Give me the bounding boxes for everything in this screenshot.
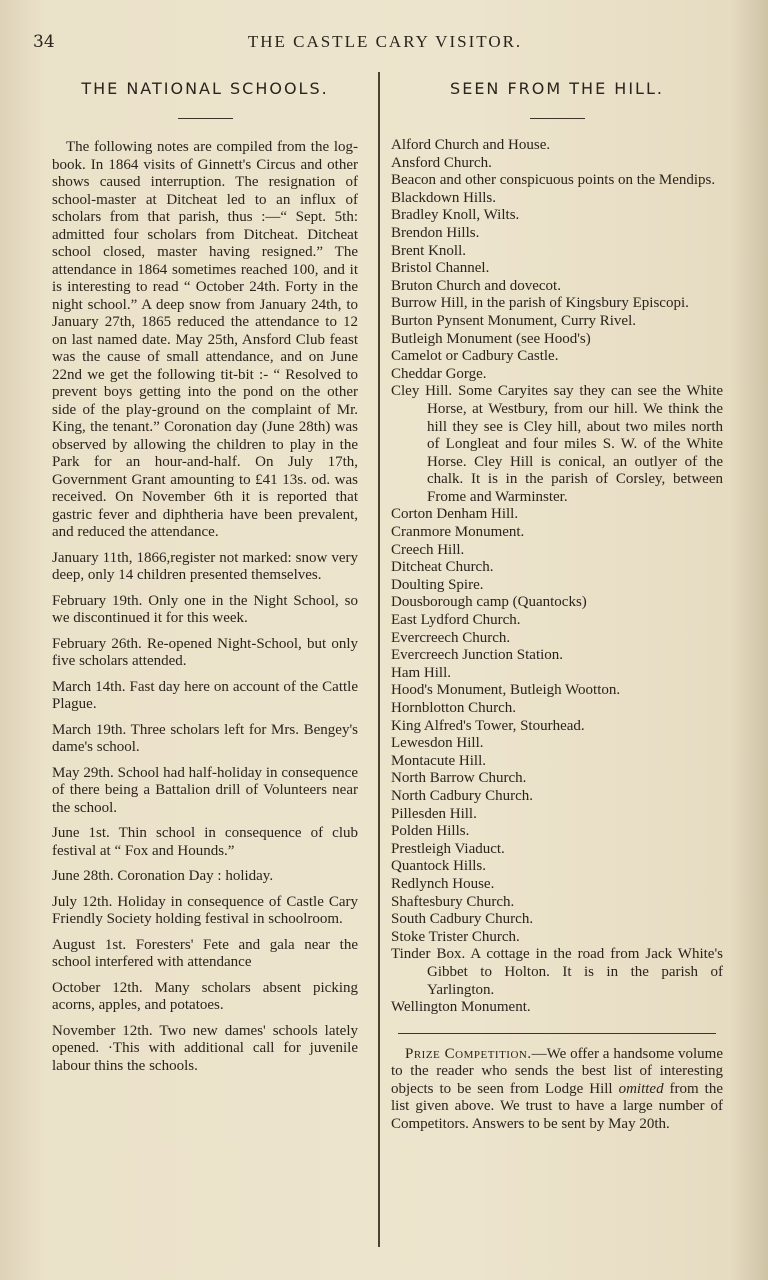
landmark-item: Brendon Hills. (391, 224, 480, 241)
log-entry-paragraph: May 29th. School had half-holiday in consequence of there being a Battalion drill of Volunteers near the school. (52, 764, 358, 816)
landmark-item: Butleigh Monument (see Hood's) (391, 330, 591, 347)
seen-from-hill-list (391, 137, 723, 1017)
page-header (0, 30, 768, 58)
log-entry-paragraph: March 19th. Three scholars left for Mrs. Bengey's dame's school. (52, 721, 358, 755)
title-rule (178, 118, 233, 119)
landmark-item: Alford Church and House. (391, 137, 551, 153)
landmark-item: Stoke Trister Church. (391, 928, 520, 945)
landmark-item: Pillesden Hill. (391, 805, 477, 822)
log-entry-paragraph: February 19th. Only one in the Night School, so we discontinued it for this week. (52, 592, 358, 626)
log-entry-paragraph: The following notes are compiled from the log-book. In 1864 visits of Ginnett's Circus and other shows caused interruption. The resignation of school-master at Ditcheat led to an influx of scholars from that parish, thus :—“ Sept. 5th: admitted four scholars from Ditcheat. Ditcheat school closed, master having resigned.” The attendance in 1864 sometimes reached 100, and it is interesting to read “ October 24th. Forty in the night school.” A deep snow from January 24th, to January 27th, 1865 reduced the attendance to 12 on last named date. May 25th, Ansford Club feast was the cause of small attendance, and on June 22nd we get the following tit-bit :- “ Resolved to prevent boys getting into the pond on the other side of the play-ground on the complaint of Mr. King, the tenant.” Coronation day (June 28th) was observed by allowing the children to play in the Park for an hour-and-half. On July 17th, Government Grant amounting to £41 13s. od. was received. On November 6th it is reported that gastric fever and diphtheria have been prevalent, and reduced the attendance. (52, 139, 358, 540)
prize-text-before: —We offer a handsome volume to the reader who sends the best list of interesting objects to be seen from Lodge Hill (391, 1045, 723, 1097)
landmark-item: Montacute Hill. (391, 752, 486, 769)
national-schools-title: THE NATIONAL SCHOOLS. (81, 79, 329, 98)
landmark-item: Prestleigh Viaduct. (391, 840, 505, 857)
prize-competition-notice (391, 1046, 723, 1134)
column-divider (378, 72, 380, 1247)
landmark-item: King Alfred's Tower, Stourhead. (391, 717, 585, 734)
landmark-item: Doulting Spire. (391, 576, 484, 593)
landmark-item: Polden Hills. (391, 823, 470, 840)
landmark-item: Corton Denham Hill. (391, 506, 519, 523)
running-title: THE CASTLE CARY VISITOR. (247, 32, 523, 51)
landmark-item: Dousborough camp (Quantocks) (391, 594, 587, 611)
landmark-item: Bruton Church and dovecot. (391, 277, 561, 294)
log-entry-paragraph: March 14th. Fast day here on account of the Cattle Plague. (52, 678, 358, 712)
landmark-item: Burrow Hill, in the parish of Kingsbury Episcopi. (391, 295, 689, 312)
landmark-item: Hornblotton Church. (391, 700, 516, 716)
landmark-item: Redlynch House. (391, 875, 495, 892)
landmark-item: South Cadbury Church. (391, 911, 534, 928)
landmark-item: Cranmore Monument. (391, 524, 525, 541)
log-entry-paragraph: October 12th. Many scholars absent picking acorns, apples, and potatoes. (52, 979, 358, 1013)
section-rule (398, 1033, 716, 1034)
log-entry-paragraph: July 12th. Holiday in consequence of Castle Cary Friendly Society holding festival in schoolroom. (52, 893, 358, 927)
landmark-item: East Lydford Church. (391, 612, 521, 629)
seen-from-hill-column (391, 76, 723, 1134)
landmark-item: Ham Hill. (391, 664, 451, 681)
landmark-item: Blackdown Hills. (391, 189, 496, 206)
landmark-item: Bristol Channel. (391, 260, 490, 277)
prize-emphasis: omitted (618, 1080, 664, 1097)
national-schools-body (52, 139, 358, 1075)
prize-lead: Prize Competition. (405, 1045, 532, 1062)
national-schools-column (52, 76, 358, 1083)
landmark-item: Cheddar Gorge. (391, 365, 487, 382)
landmark-item: Bradley Knoll, Wilts. (391, 207, 520, 224)
landmark-item: Burton Pynsent Monument, Curry Rivel. (391, 312, 636, 329)
landmark-item: Cley Hill. Some Caryites say they can see the White Horse, at Westbury, from our hill. We think the hill they see is Cley hill, about two miles north of Longleat and four miles S. W. of the White Horse. Cley Hill is conical, an outlyer of the chalk. It is in the parish of Corsley, between Frome and Warminster. (391, 383, 723, 505)
landmark-item: Quantock Hills. (391, 858, 486, 875)
landmark-item: North Barrow Church. (391, 770, 527, 787)
landmark-item: Ditcheat Church. (391, 559, 494, 576)
log-entry-paragraph: June 28th. Coronation Day : holiday. (52, 868, 274, 884)
landmark-item: Tinder Box. A cottage in the road from Jack White's Gibbet to Holton. It is in the parish of Yarlington. (391, 946, 723, 998)
seen-from-hill-title: SEEN FROM THE HILL. (450, 79, 664, 98)
landmark-item: Creech Hill. (391, 541, 465, 558)
log-entry-paragraph: February 26th. Re-opened Night-School, but only five scholars attended. (52, 635, 358, 669)
log-entry-paragraph: January 11th, 1866,register not marked: snow very deep, only 14 children presented themselves. (52, 549, 358, 583)
landmark-item: Lewesdon Hill. (391, 735, 484, 752)
landmark-item: Shaftesbury Church. (391, 893, 515, 910)
landmark-item: Evercreech Church. (391, 629, 511, 646)
log-entry-paragraph: August 1st. Foresters' Fete and gala near the school interfered with attendance (52, 936, 358, 970)
landmark-item: Camelot or Cadbury Castle. (391, 348, 559, 365)
page-number: 34 (33, 32, 55, 52)
log-entry-paragraph: November 12th. Two new dames' schools lately opened. ·This with additional call for juvenile labour thins the schools. (52, 1022, 358, 1074)
landmark-item: Ansford Church. (391, 154, 492, 171)
title-rule (530, 118, 585, 119)
landmark-item: Beacon and other conspicuous points on the Mendips. (391, 172, 716, 189)
landmark-item: North Cadbury Church. (391, 787, 534, 804)
prize-text-after: from the list given above. We trust to have a large number of Competitors. Answers to be sent by May 20th. (391, 1080, 724, 1133)
landmark-item: Evercreech Junction Station. (391, 647, 564, 664)
landmark-item: Brent Knoll. (391, 242, 466, 259)
landmark-item: Wellington Monument. (391, 999, 531, 1016)
log-entry-paragraph: June 1st. Thin school in consequence of club festival at “ Fox and Hounds.” (52, 825, 358, 859)
landmark-item: Hood's Monument, Butleigh Wootton. (391, 682, 621, 699)
